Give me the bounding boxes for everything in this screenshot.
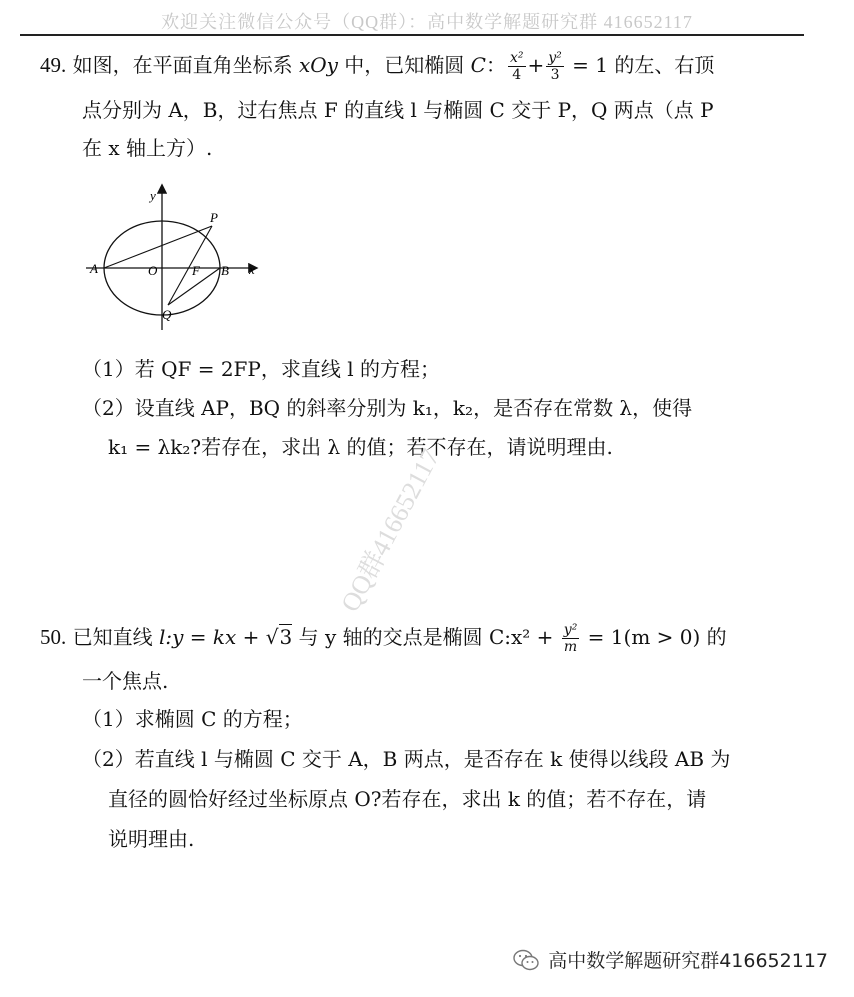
p50-sqrt: √3: [265, 625, 293, 649]
diagonal-watermark: QQ群416652117: [335, 444, 446, 617]
problem-49-line-3: 在 x 轴上方）.: [82, 136, 213, 160]
p50-text-b: 与 y 轴的交点是椭圆 C:x² +: [292, 625, 560, 649]
footer-watermark: [512, 946, 828, 973]
p49-var-c: C: [470, 53, 486, 77]
p49-var-xoy: xOy: [298, 53, 338, 77]
problem-49-question-2-line-1: （2）设直线 AP，BQ 的斜率分别为 k₁，k₂，是否存在常数 λ，使得: [82, 396, 693, 420]
footer-text: 高中数学解题研究群416652117: [548, 950, 828, 972]
problem-50-question-2-line-3: 说明理由.: [108, 827, 195, 851]
problem-49-line-1: [40, 50, 714, 83]
p49-equals: = 1: [572, 53, 608, 77]
problem-50-number: 50.: [40, 625, 67, 649]
p49-fraction-y: $\frac{\text{y²}}{3}$: [548, 50, 562, 83]
p50-text-a: 已知直线: [72, 625, 159, 649]
label-a: A: [90, 261, 98, 276]
label-o: O: [148, 263, 158, 278]
problem-50-question-1: （1）求椭圆 C 的方程；: [82, 707, 303, 731]
p49-fraction-x: $\frac{\text{x²}}{4}$: [509, 50, 524, 83]
page-header: 欢迎关注微信公众号（QQ群）：高中数学解题研究群 416652117: [161, 12, 693, 32]
label-q: Q: [162, 307, 172, 322]
ellipse-figure: [84, 180, 274, 330]
label-x: x: [249, 262, 255, 277]
p49-colon: ：: [485, 53, 506, 77]
p49-text-end: 的左、右顶: [608, 53, 715, 77]
p50-line-eq: l:y = kx +: [158, 625, 266, 649]
label-b: B: [221, 263, 229, 278]
problem-50-question-2-line-2: 直径的圆恰好经过坐标原点 O?若存在，求出 k 的值；若不存在，请: [108, 787, 707, 811]
label-y: y: [150, 188, 156, 203]
problem-49-question-1: （1）若 QF = 2FP，求直线 l 的方程；: [82, 357, 440, 381]
p49-text-b: 中，已知椭圆: [337, 53, 471, 77]
problem-49-number: 49.: [40, 53, 67, 77]
p49-text-a: 如图，在平面直角坐标系: [72, 53, 299, 77]
problem-50-line-1: [40, 622, 727, 655]
header-divider: [20, 34, 804, 36]
label-f: F: [192, 263, 200, 278]
problem-50-line-2: 一个焦点.: [82, 669, 169, 693]
problem-49-line-2: 点分别为 A，B，过右焦点 F 的直线 l 与椭圆 C 交于 P，Q 两点（点 P: [82, 98, 714, 122]
line-ap: [104, 226, 212, 268]
p50-text-c: = 1(m > 0) 的: [587, 625, 727, 649]
problem-50-question-2-line-1: （2）若直线 l 与椭圆 C 交于 A，B 两点，是否存在 k 使得以线段 AB 为: [82, 747, 731, 771]
label-p: P: [210, 210, 218, 225]
p49-plus: +: [527, 53, 545, 77]
line-pq: [168, 226, 212, 305]
problem-49-question-2-line-2: k₁ = λk₂?若存在，求出 λ 的值；若不存在，请说明理由.: [108, 435, 613, 459]
wechat-icon: [512, 948, 540, 972]
p50-fraction: $\frac{\text{y²}}{m}$: [563, 622, 578, 655]
